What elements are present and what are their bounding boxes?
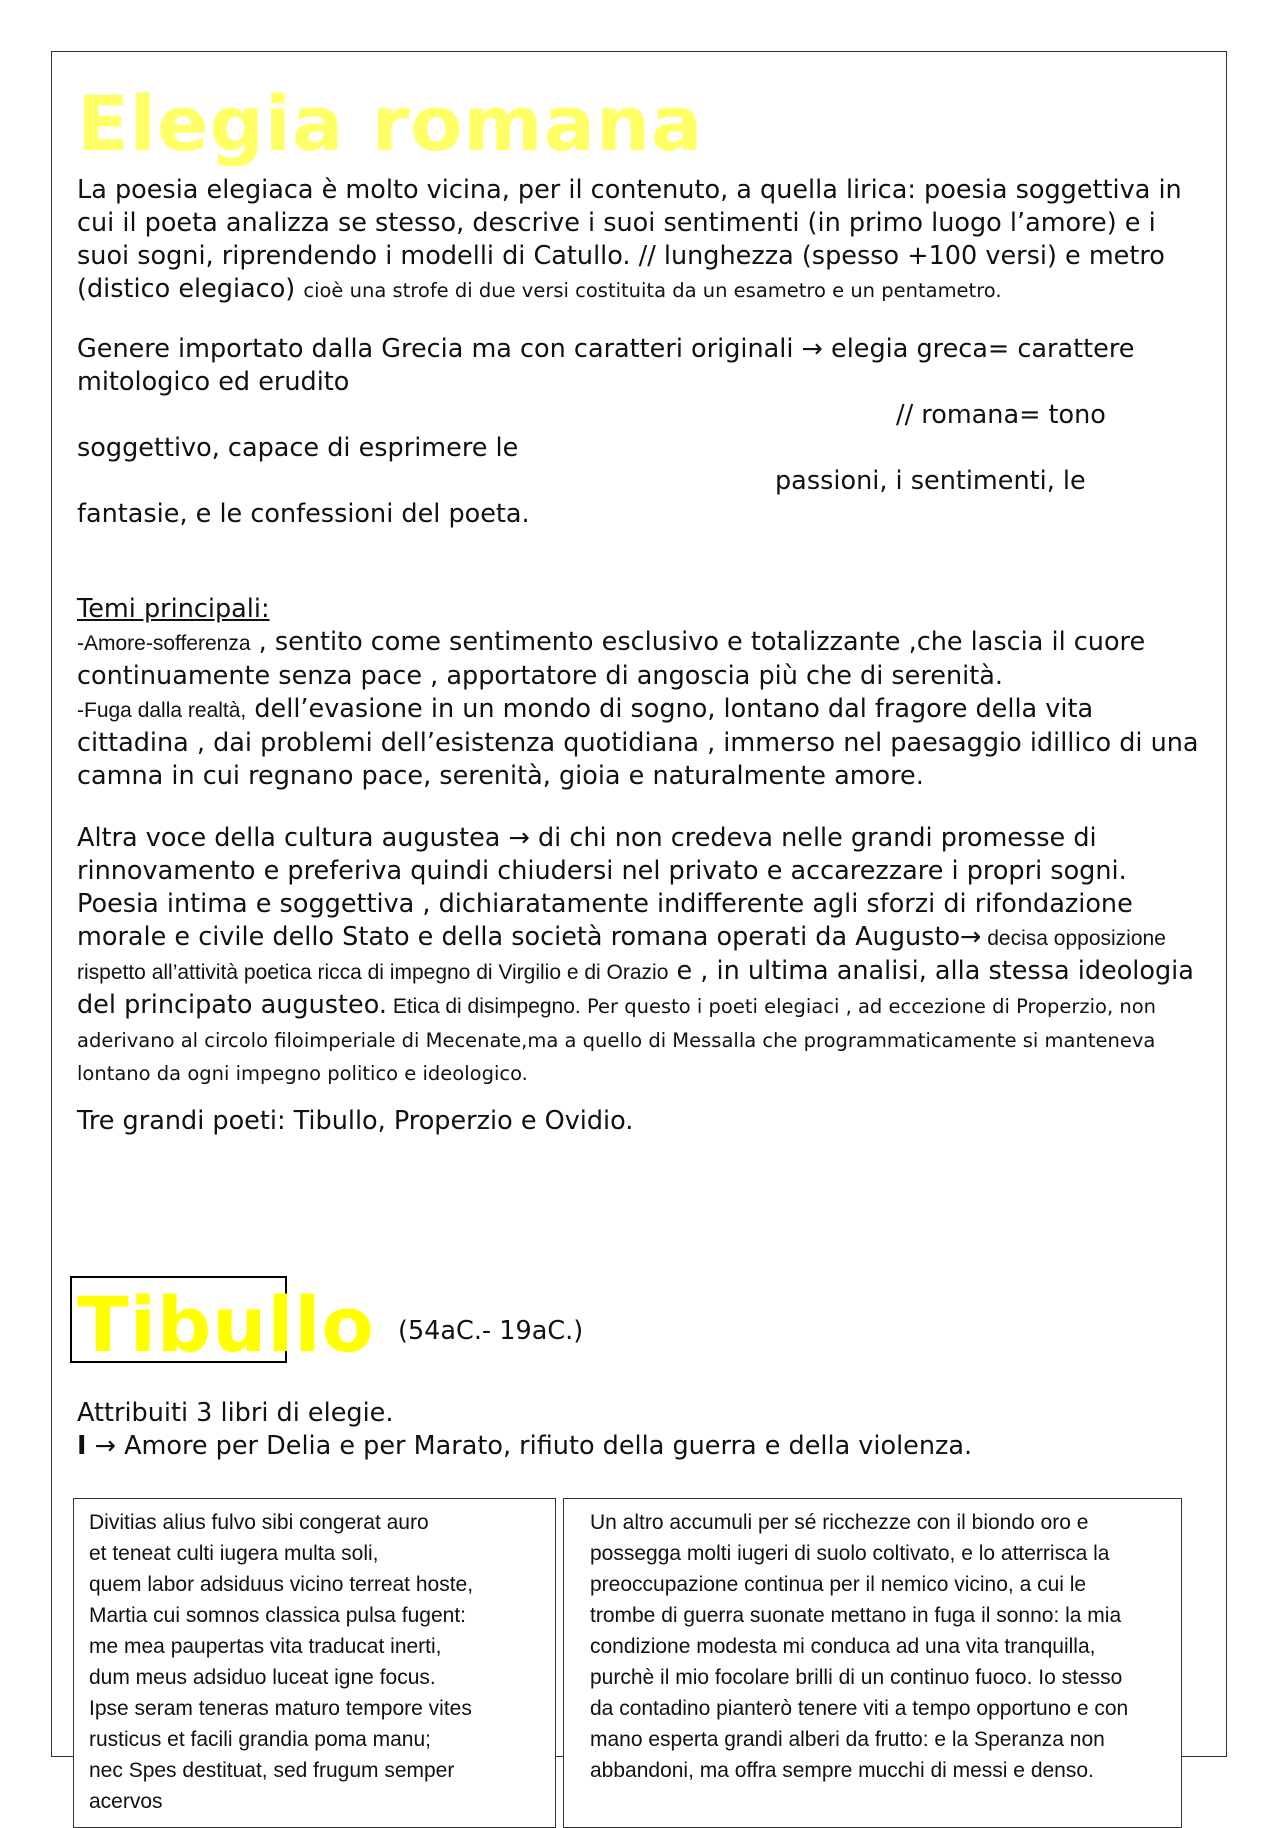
genere-line-1: Genere importato dalla Grecia ma con caratteri originali → elegia greca= carattere xyxy=(77,334,1135,364)
translation-line: trombe di guerra suonate mettano in fuga il sonno: la mia xyxy=(590,1604,1122,1627)
elegia-title: Elegia romana xyxy=(77,79,704,168)
latin-line: Ipse seram teneras maturo tempore vites xyxy=(89,1697,472,1720)
altra-voce-part-1: Altra voce della cultura augustea → di chi non credeva nelle grandi promesse di rinnovamento e preferiva quindi chiudersi nel privato e accarezzare i propri sogni. Poesia intima e soggettiva , dichiaratamente indifferente agli sforzi di rifondazione morale e civile dello Stato e della società romana operati da Augusto→ xyxy=(77,823,1133,952)
book-one-line xyxy=(77,1430,1202,1463)
tre-poeti: Tre grandi poeti: Tibullo, Properzio e Ovidio. xyxy=(77,1106,634,1136)
translation-line: purchè il mio focolare brilli di un continuo fuoco. Io stesso xyxy=(590,1666,1123,1689)
genere-line-4: soggettivo, capace di esprimere le xyxy=(77,433,519,463)
tema-amore-label: -Amore-sofferenza xyxy=(77,632,251,655)
genere-line-5: passioni, i sentimenti, le xyxy=(775,466,1086,496)
genere-line-3: // romana= tono xyxy=(896,400,1106,430)
altra-voce-paragraph xyxy=(77,822,1202,1089)
tibullo-title: Tibullo xyxy=(77,1280,375,1369)
italian-translation-box xyxy=(563,1498,1182,1828)
altra-voce-part-2: decisa opposizione rispetto all’attività poetica ricca di impegno di Virgilio e di Orazio xyxy=(77,927,1166,984)
genere-line-6: fantasie, e le confessioni del poeta. xyxy=(77,499,530,529)
latin-line: nec Spes destituat, sed frugum semper xyxy=(89,1759,455,1782)
latin-text-box xyxy=(73,1498,556,1828)
book-one-text: → Amore per Delia e per Marato, rifiuto della guerra e della violenza. xyxy=(86,1431,973,1461)
book-one-label: I xyxy=(77,1431,87,1461)
latin-line: acervos xyxy=(89,1790,163,1813)
tema-fuga-label: -Fuga dalla realtà, xyxy=(77,699,247,722)
translation-line: da contadino pianterò tenere viti a tempo opportuno e con xyxy=(590,1697,1129,1720)
tema-fuga-text: dell’evasione in un mondo di sogno, lontano dal fragore della vita cittadina , dai problemi dell’esistenza quotidiana , immerso nel paesaggio idillico di una camna in cui regnano pace, serenità, gioia e naturalmente amore. xyxy=(77,694,1199,791)
latin-line: et teneat culti iugera multa soli, xyxy=(89,1542,379,1565)
latin-line: rusticus et facili grandia poma manu; xyxy=(89,1728,431,1751)
intro-paragraph xyxy=(77,174,1202,307)
latin-line: dum meus adsiduo luceat igne focus. xyxy=(89,1666,436,1689)
tema-fuga xyxy=(77,693,1202,793)
tibullo-dates: (54aC.- 19aC.) xyxy=(398,1316,584,1346)
genere-line-2: mitologico ed erudito xyxy=(77,367,350,397)
latin-line: me mea paupertas vita traducat inerti, xyxy=(89,1635,442,1658)
tibullo-attributi xyxy=(77,1397,1202,1463)
tema-amore-text: , sentito come sentimento esclusivo e totalizzante ,che lascia il cuore continuamente senza pace , apportatore di angoscia più che di serenità. xyxy=(77,627,1146,691)
translation-line: mano esperta grandi alberi da frutto: e la Speranza non xyxy=(590,1728,1105,1751)
attributi-line: Attribuiti 3 libri di elegie. xyxy=(77,1398,394,1428)
translation-line: preoccupazione continua per il nemico vicino, a cui le xyxy=(590,1573,1087,1596)
altra-voce-part-5: Per questo i poeti elegiaci , ad eccezione di Properzio, non aderivano al circolo filoimperiale di Mecenate,ma a quello di Messalla che programmaticamente si manteneva lontano da ogni impegno politico e ideologico. xyxy=(77,995,1157,1085)
intro-note: cioè una strofe di due versi costituita da un esametro e un pentametro. xyxy=(303,279,1002,302)
latin-line: quem labor adsiduus vicino terreat hoste, xyxy=(89,1573,474,1596)
latin-line: Martia cui somnos classica pulsa fugent: xyxy=(89,1604,467,1627)
translation-line: condizione modesta mi conduca ad una vita tranquilla, xyxy=(590,1635,1096,1658)
genere-paragraph xyxy=(77,333,1202,531)
tema-amore xyxy=(77,626,1202,693)
translation-line: Un altro accumuli per sé ricchezze con il biondo oro e xyxy=(590,1511,1089,1534)
temi-section xyxy=(77,593,1202,793)
altra-voce-part-4: Etica di disimpegno. xyxy=(386,995,581,1018)
translation-line: possegga molti iugeri di suolo coltivato, e lo atterrisca la xyxy=(590,1542,1110,1565)
altra-voce-part-3: e , in ultima analisi, alla stessa ideologia del principato augusteo. xyxy=(77,956,1194,1020)
translation-line: abbandoni, ma offra sempre mucchi di messi e denso. xyxy=(590,1759,1094,1782)
temi-heading: Temi principali: xyxy=(77,594,270,624)
intro-main: La poesia elegiaca è molto vicina, per il contenuto, a quella lirica: poesia soggettiva in cui il poeta analizza se stesso, descrive i suoi sentimenti (in primo luogo l’amore) e i suoi sogni, riprendendo i modelli di Catullo. // lunghezza (spesso +100 versi) e metro (distico elegiaco) xyxy=(77,175,1182,304)
latin-line: Divitias alius fulvo sibi congerat auro xyxy=(89,1511,429,1534)
